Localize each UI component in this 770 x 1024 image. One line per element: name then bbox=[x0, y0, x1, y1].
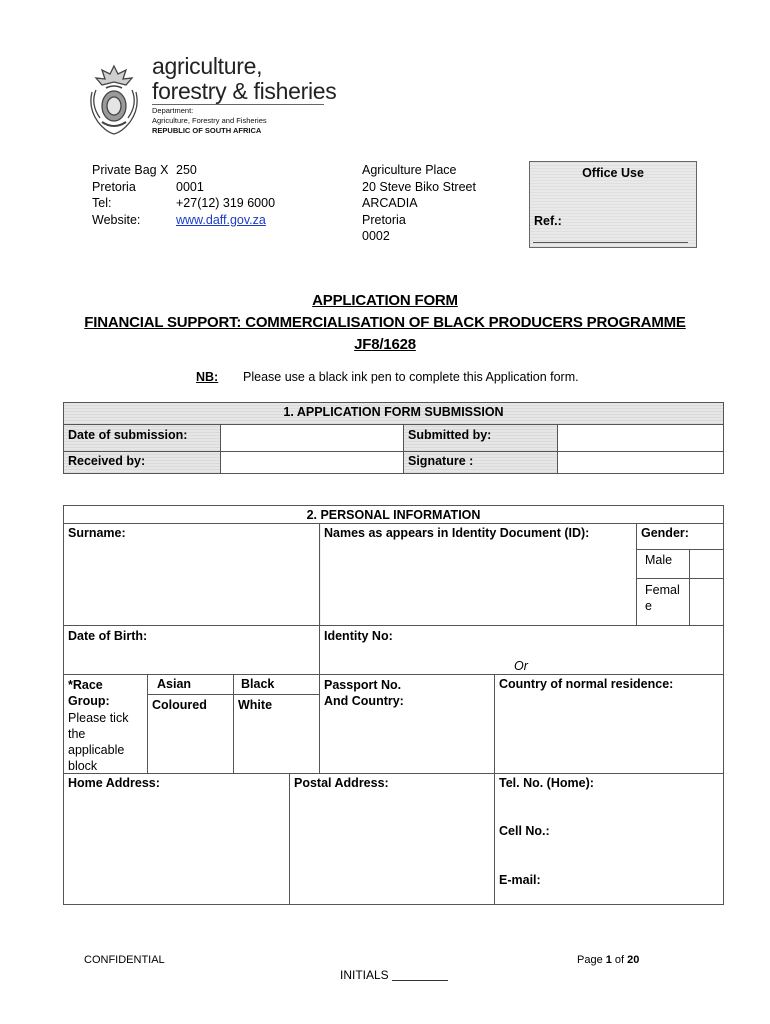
date-of-birth-field[interactable] bbox=[63, 625, 320, 675]
initials-label: INITIALS bbox=[340, 968, 389, 982]
date-of-birth-label: Date of Birth: bbox=[68, 629, 148, 643]
signature-label-cell bbox=[403, 451, 558, 474]
logo-divider bbox=[152, 104, 324, 105]
submitted-by-field[interactable] bbox=[557, 424, 724, 452]
id-names-field[interactable] bbox=[319, 523, 637, 626]
postal-address-field[interactable] bbox=[289, 773, 495, 905]
website-link[interactable]: www.daff.gov.za bbox=[176, 212, 266, 227]
race-group-label: *Race Group: Please tick the applicable block bbox=[68, 678, 129, 774]
date-of-submission-label: Date of submission: bbox=[68, 428, 188, 442]
office-use-box bbox=[529, 161, 697, 248]
passport-field[interactable] bbox=[319, 674, 495, 774]
race-group-label-cell bbox=[63, 674, 148, 774]
office-use-title: Office Use bbox=[582, 166, 644, 180]
date-of-submission-label-cell bbox=[63, 424, 221, 452]
submitted-by-label-cell bbox=[403, 424, 558, 452]
race-option-white[interactable] bbox=[233, 694, 320, 774]
date-of-submission-field[interactable] bbox=[220, 424, 404, 452]
section1-title: 1. APPLICATION FORM SUBMISSION bbox=[283, 405, 504, 419]
home-address-field[interactable] bbox=[63, 773, 290, 905]
home-address-label: Home Address: bbox=[68, 776, 160, 790]
received-by-field[interactable] bbox=[220, 451, 404, 474]
female-option bbox=[636, 578, 690, 626]
id-names-label: Names as appears in Identity Document (ID): bbox=[324, 526, 590, 540]
asian-label: Asian bbox=[157, 677, 192, 691]
nb-instruction: Please use a black ink pen to complete this Application form. bbox=[243, 370, 579, 384]
department-label: Department: Agriculture, Forestry and Fisheries REPUBLIC OF SOUTH AFRICA bbox=[152, 106, 267, 135]
submitted-by-label: Submitted by: bbox=[408, 428, 492, 442]
tel-home-label: Tel. No. (Home): bbox=[499, 776, 594, 790]
email-label: E-mail: bbox=[499, 873, 541, 887]
or-label: Or bbox=[514, 659, 528, 673]
signature-field[interactable] bbox=[557, 451, 724, 474]
country-of-residence-field[interactable] bbox=[494, 674, 724, 774]
received-by-label-cell bbox=[63, 451, 221, 474]
race-option-black[interactable] bbox=[233, 674, 320, 695]
initials-field[interactable] bbox=[392, 980, 448, 981]
surname-label: Surname: bbox=[68, 526, 126, 540]
address-values: 250 0001 +27(12) 319 6000 www.daff.gov.za bbox=[176, 163, 276, 227]
contact-numbers-field[interactable] bbox=[494, 773, 724, 905]
identity-no-field[interactable] bbox=[319, 625, 724, 675]
passport-label: Passport No. And Country: bbox=[324, 678, 404, 708]
race-option-coloured[interactable] bbox=[147, 694, 234, 774]
address-keys: Private Bag X Pretoria Tel: Website: bbox=[92, 163, 169, 227]
gender-header bbox=[636, 523, 724, 550]
form-title: APPLICATION FORM bbox=[312, 292, 458, 309]
logo-wordmark: agriculture, forestry & fisheries bbox=[152, 53, 337, 104]
section2-title: 2. PERSONAL INFORMATION bbox=[306, 508, 481, 522]
ref-label: Ref.: bbox=[534, 214, 562, 228]
postal-address-label: Postal Address: bbox=[294, 776, 389, 790]
male-label: Male bbox=[645, 553, 673, 567]
male-checkbox[interactable] bbox=[689, 549, 724, 579]
identity-no-label: Identity No: bbox=[324, 629, 393, 643]
female-label: Femal e bbox=[645, 583, 680, 613]
street-address: Agriculture Place 20 Steve Biko Street ARCADIA Pretoria 0002 bbox=[362, 163, 476, 243]
page-number: Page 1 of 20 bbox=[577, 954, 640, 966]
received-by-label: Received by: bbox=[68, 454, 146, 468]
ref-field[interactable] bbox=[533, 242, 688, 243]
section1-header bbox=[63, 402, 724, 425]
surname-field[interactable] bbox=[63, 523, 320, 626]
male-option bbox=[636, 549, 690, 579]
race-option-asian[interactable] bbox=[147, 674, 234, 695]
form-code: JF8/1628 bbox=[354, 336, 416, 353]
coat-of-arms-icon bbox=[82, 62, 146, 138]
white-label: White bbox=[238, 698, 273, 712]
country-of-residence-label: Country of normal residence: bbox=[499, 677, 674, 691]
nb-label: NB: bbox=[196, 370, 219, 384]
programme-title: FINANCIAL SUPPORT: COMMERCIALISATION OF BLACK PRODUCERS PROGRAMME bbox=[84, 314, 686, 331]
female-checkbox[interactable] bbox=[689, 578, 724, 626]
black-label: Black bbox=[241, 677, 275, 691]
confidential-label: CONFIDENTIAL bbox=[84, 954, 165, 966]
cell-no-label: Cell No.: bbox=[499, 824, 550, 838]
signature-label: Signature : bbox=[408, 454, 474, 468]
gender-label: Gender: bbox=[641, 526, 689, 540]
coloured-label: Coloured bbox=[152, 698, 207, 712]
